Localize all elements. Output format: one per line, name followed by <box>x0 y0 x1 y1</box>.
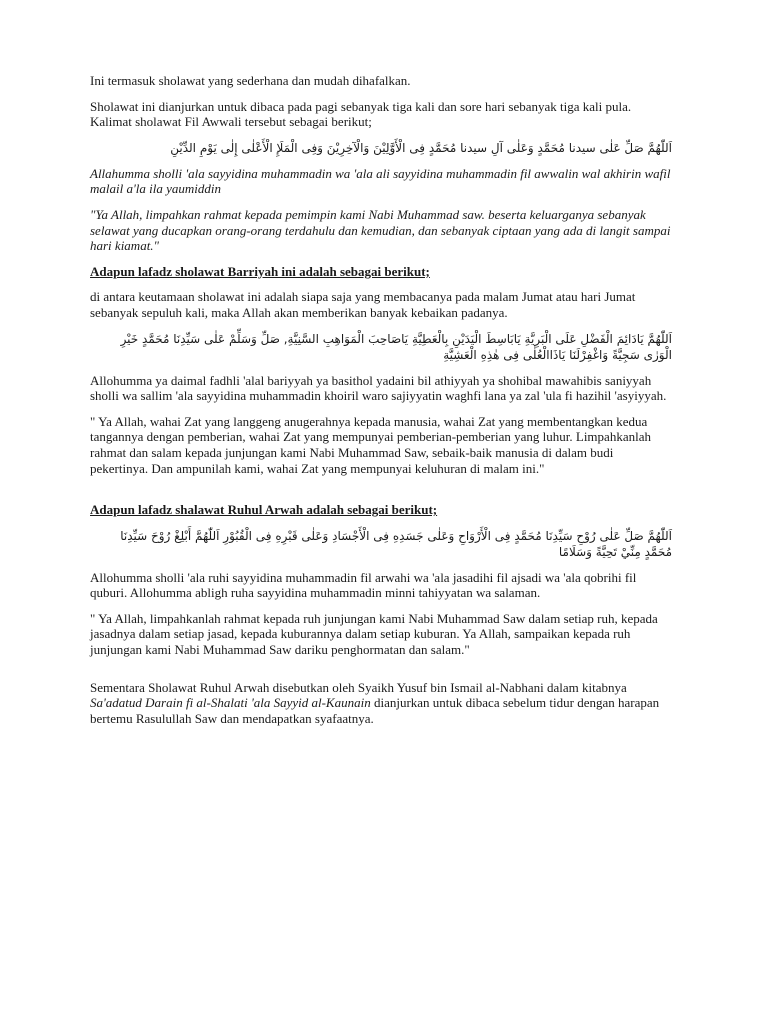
closing-text-end: dianjurkan untuk dibaca sebelum tidur dengan harapan bertemu Rasulullah Saw dan mendapatkan syafaatnya. <box>90 695 660 726</box>
translation-fil-awwali: "Ya Allah, limpahkan rahmat kepada pemimpin kami Nabi Muhammad saw. beserta keluarganya sebanyak selawat yang ducapkan orang-orang terdahulu dan kemudian, dan sebanyak ciptaan yang ada di langit sampai hari kiamat." <box>90 206 671 254</box>
intro-paragraph: Ini termasuk sholawat yang sederhana dan mudah dihafalkan. <box>90 73 411 88</box>
heading-ruhul-arwah: Adapun lafadz shalawat Ruhul Arwah adalah sebagai berikut; <box>90 502 438 518</box>
transliteration-barriyah: Allohumma ya daimal fadhli 'alal bariyyah ya basithol yadaini bil athiyyah ya shohibal mawahibis saniyyah sholli wa sallim 'ala sayyidina muhammadin khoiril waro sajiyyatin waghfi lana ya zal 'ula fi hazihil 'asyiyyah. <box>90 372 667 404</box>
closing-text-start: Sementara Sholawat Ruhul Arwah disebutkan oleh Syaikh Yusuf bin Ismail al-Nabhani dalam kitabnya <box>90 679 627 695</box>
book-title: Sa'adatud Darain fi al-Shalati 'ala Sayyid al-Kaunain <box>90 695 371 711</box>
arabic-text-ruhul-arwah: اَللّٰهُمَّ صَلِّ عَلٰى رُوْحِ سَيِّدِنَا مُحَمَّدٍ فِى الْأَرْوَاحِ وَعَلٰى جَسَدِهِ فِى الْأَجْسَادِ وَعَلٰى قَبْرِهِ فِى الْقُبُوْرِ اَللّٰهُمَّ أَبْلِغْ رُوْحَ سَيِّدِنَا مُحَمَّدٍ مِنِّيْ تَحِيَّةً وَسَلَامًا <box>120 528 672 559</box>
translation-barriyah: " Ya Allah, wahai Zat yang langgeng anugerahnya kepada manusia, wahai Zat yang membentangkan kedua tangannya dengan pemberian, wahai Zat yang mempunyai pemberian-pemberian yang luhur. Limpahkanlah rahmat dan salam kepada junjungan kami Nabi Muhammad Saw, sebaik-baik manusia di dalam budi pekertinya. Dan ampunilah kami, wahai Zat yang mempunyai keluhuran di malam ini." <box>90 413 651 476</box>
arabic-text-fil-awwali: اَللّٰهُمَّ صَلِّ عَلٰى سيدنا مُحَمَّدٍ وَعَلٰى آلِ سيدنا مُحَمَّدٍ فِى الْأَوَّلِيْنَ وَالْآخِرِيْنَ وَفِى الْمَلَإِ الْأَعْلٰى إِلٰى يَوْمِ الدِّيْنِ <box>170 140 672 155</box>
transliteration-fil-awwali: Allahumma sholli 'ala sayyidina muhammadin wa 'ala ali sayyidina muhammadin fil awwalin wal akhirin wafil malail a'la ila yaumiddin <box>90 165 671 197</box>
translation-ruhul-arwah: " Ya Allah, limpahkanlah rahmat kepada ruh junjungan kami Nabi Muhammad Saw dalam setiap ruh, kepada jasadnya dalam setiap jasad, kepada kuburannya dalam setiap kuburan. Ya Allah, sampaikan kepada ruh junjungan kami Nabi Muhammad Saw dariku penghormatan dan salam." <box>90 610 658 658</box>
paragraph-fil-awwali-intro: Sholawat ini dianjurkan untuk dibaca pada pagi sebanyak tiga kali dan sore hari sebanyak tiga kali pula. Kalimat sholawat Fil Awwali tersebut sebagai berikut; <box>90 98 632 130</box>
closing-paragraph <box>90 680 672 727</box>
paragraph-barriyah-intro: di antara keutamaan sholawat ini adalah siapa saja yang membacanya pada malam Jumat atau hari Jumat sebanyak sepuluh kali, maka Allah akan memberikan banyak kebaikan padanya. <box>90 289 636 320</box>
heading-barriyah: Adapun lafadz sholawat Barriyah ini adalah sebagai berikut; <box>90 263 430 279</box>
transliteration-ruhul-arwah: Allohumma sholli 'ala ruhi sayyidina muhammadin fil arwahi wa 'ala jasadihi fil ajsadi wa 'ala qobrihi fil quburi. Allohumma abligh ruha sayyidina muhammadin minni tahiyyatan wa salaman. <box>90 569 637 601</box>
arabic-text-barriyah: اَللّٰهُمَّ يَادَائِمَ الْفَضْلِ عَلَى الْبَرِيَّةِ يَابَاسِطَ الْيَدَيْنِ بِالْعَطِيَّةِ يَاصَاحِبَ الْمَوَاهِبِ السَّنِيَّةِ, صَلِّ وَسَلِّمْ عَلٰى سَيِّدِنَا مُحَمَّدٍ خَيْرِ الْوَرٰى سَجِيَّةً وَاغْفِرْلَنَا يَاذَاالْعُلٰى فِى هٰذِهِ الْعَشِيَّةِ <box>120 331 672 362</box>
